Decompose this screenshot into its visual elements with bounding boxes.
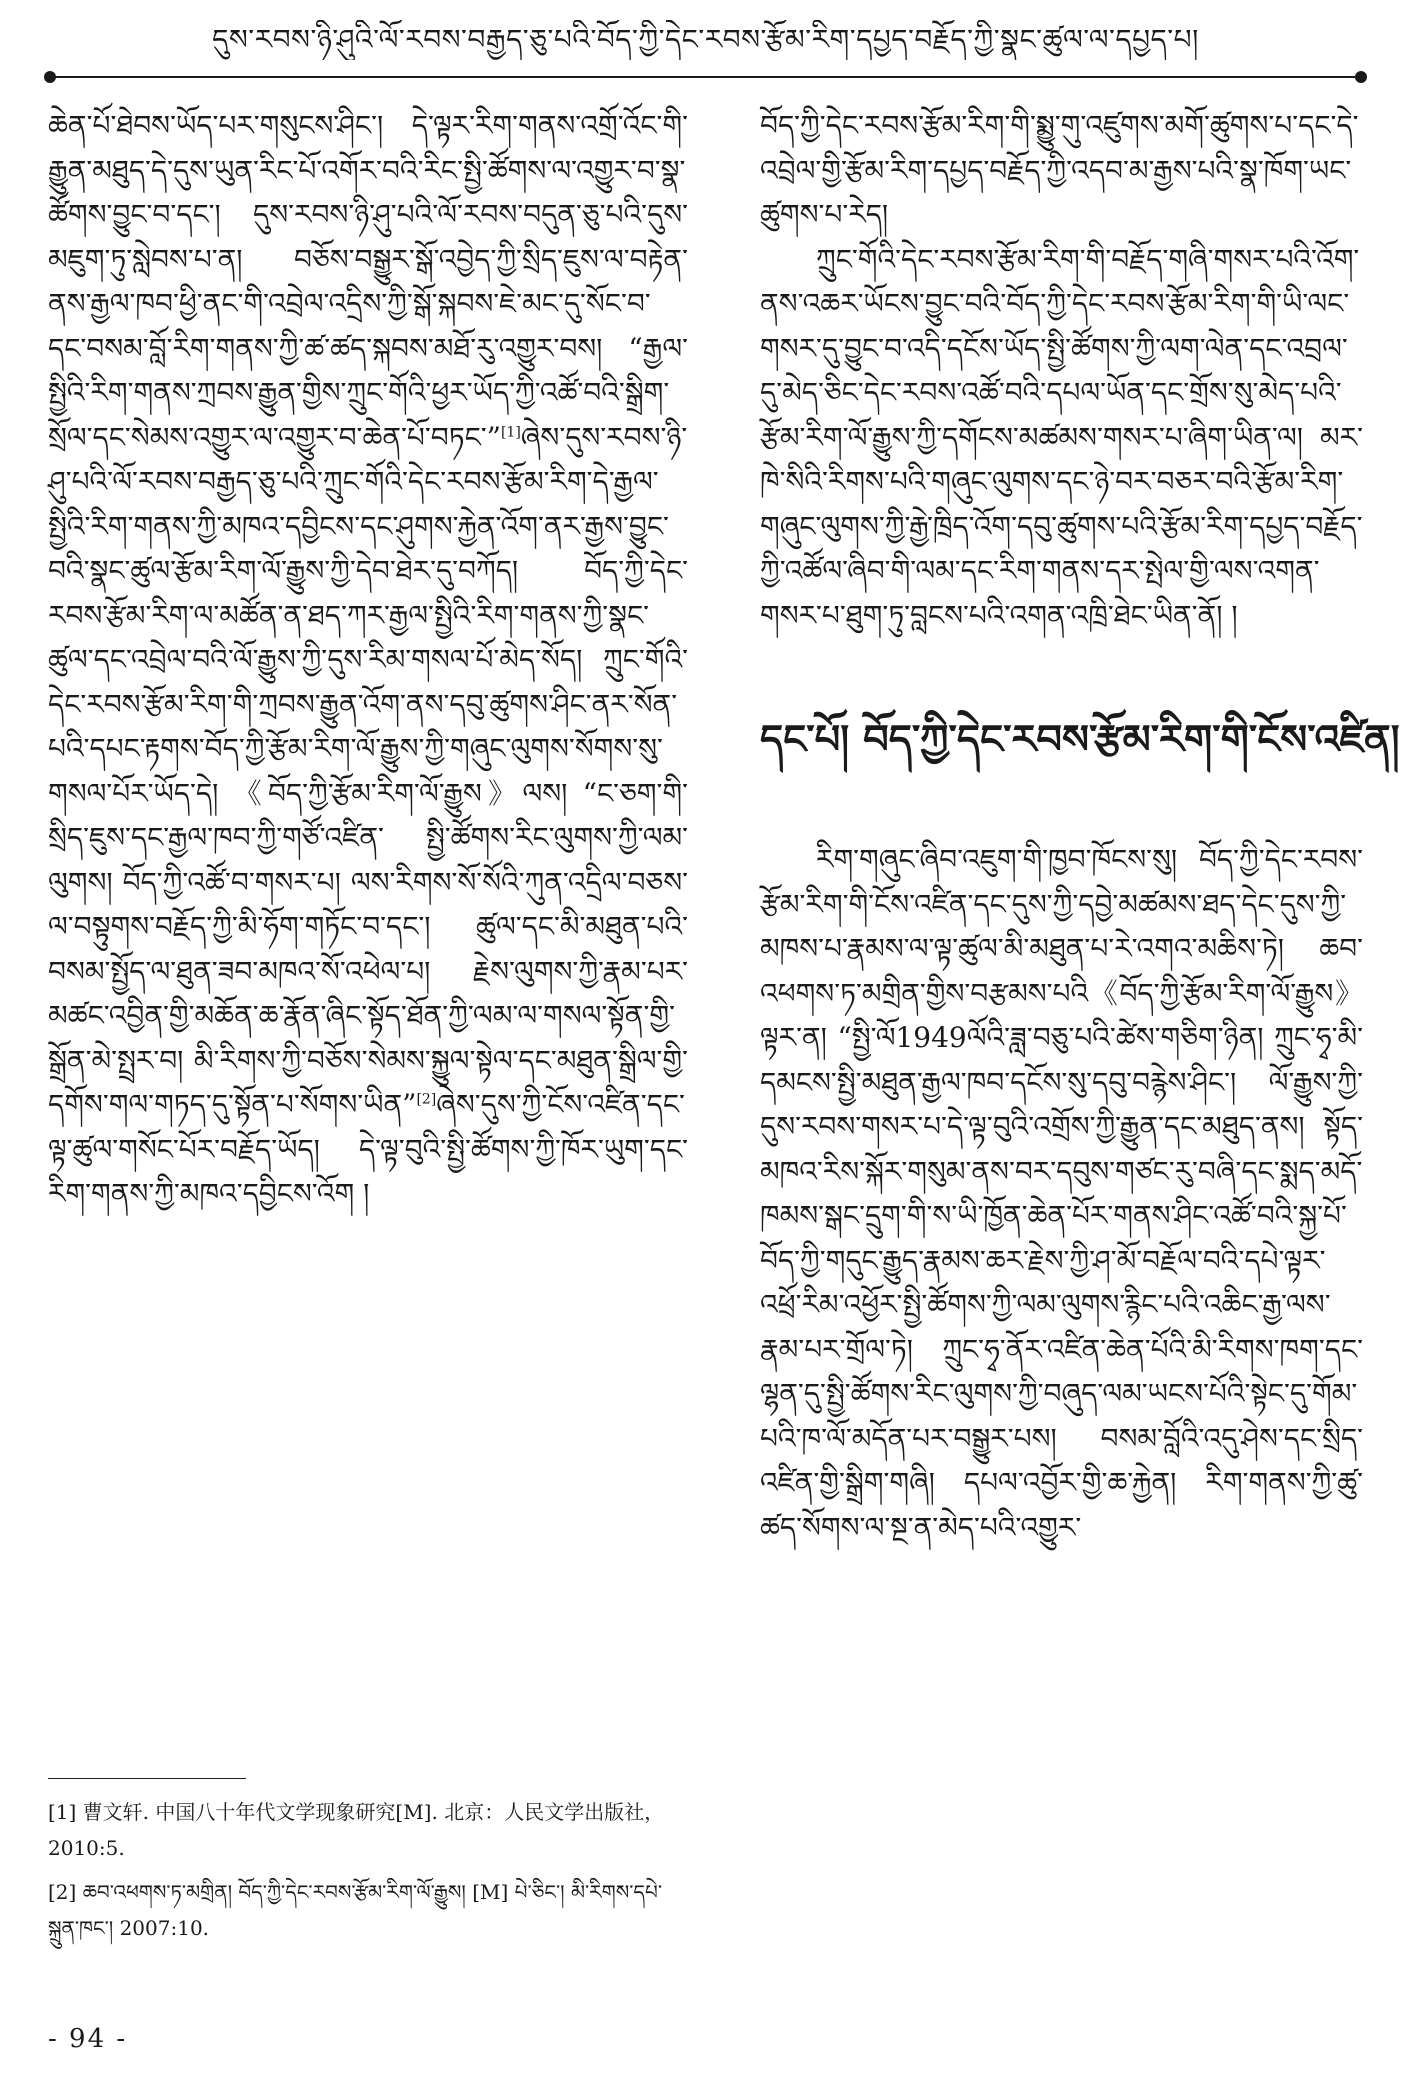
- left-column: [48, 104, 688, 1217]
- body-paragraph: [48, 104, 688, 1217]
- page-number: - 94 -: [48, 2024, 128, 2054]
- footnote-1: [1] 曹文轩. 中国八十年代文学现象研究[M]. 北京：人民文学出版社，2010:5.: [48, 1800, 665, 1860]
- footnote-2: [2] ཆབ་འཕགས་ཏ་མགྲིན། བོད་ཀྱི་དེང་རབས་རྩོམ་རིག་ལོ་རྒྱུས། [M] པེ་ཅིང་། མི་རིགས་དཔེ་སྐྲུན་ཁང་། 2007:10.: [48, 1880, 663, 1940]
- footnote-rule: [48, 1778, 246, 1779]
- header-rule: [48, 76, 1363, 78]
- footnote-marker-1[interactable]: [1]: [500, 424, 521, 441]
- body-paragraph: བོད་ཀྱི་དེང་རབས་རྩོམ་རིག་གི་སྨྱུ་གུ་འཛུགས་མགོ་ཚུགས་པ་དང་དེ་འབྲེལ་གྱི་རྩོམ་རིག་དཔྱད་བརྗོད་ཀྱི་འདབ་མ་རྒྱས་པའི་སྣ་ཁོག་ཡང་ཚུགས་པ་རེད།: [760, 109, 1359, 231]
- rule-dot-right: [1355, 71, 1367, 83]
- rule-dot-left: [44, 71, 56, 83]
- paragraph-text: ཆེན་པོ་ཐེབས་ཡོད་པར་གསུངས་ཤིང་། དེ་ལྟར་རིག་གནས་འགྲོ་འོང་གི་རྒྱུན་མཐུད་དེ་དུས་ཡུན་རིང་པོ་འགོར་བའི་རིང་སྤྱི་ཚོགས་ལ་འགྱུར་བ་སྣ་ཚོགས་བྱུང་བ་དང་། དུས་རབས་ཉི་ཤུ་པའི་ལོ་རབས་བདུན་ཅུ་པའི་དུས་མཇུག་ཏུ་སླེབས་པ་ན། བཅོས་བསྒྱུར་སྒོ་འབྱེད་ཀྱི་སྲིད་ཇུས་ལ་བརྟེན་ནས་རྒྱལ་ཁབ་ཕྱི་ནང་གི་འབྲེལ་འདྲིས་ཀྱི་སྒོ་སྐབས་ཇེ་མང་དུ་སོང་བ་དང་བསམ་བློ་རིག་གནས་ཀྱི་ཚ་ཚད་སྐབས་མཐོ་རུ་འགྱུར་བས། “རྒྱལ་སྤྱིའི་རིག་གནས་ཀྲབས་རྒྱུན་གྱིས་ཀྲུང་གོའི་ཕྱར་ཡོད་ཀྱི་འཚོ་བའི་སྒྲིག་སྲོལ་དང་སེམས་འགྱུར་ལ་འགྱུར་བ་ཆེན་པོ་བཏང་”: [48, 109, 688, 454]
- paragraph-text: ཞེས་དུས་ཀྱི་ངོས་འཛིན་དང་ལྟ་ཚུལ་གསོང་པོར་བརྗོད་ཡོད། དེ་ལྟ་བུའི་སྤྱི་ཚོགས་ཀྱི་ཁོར་ཡུག་དང་རིག་གནས་ཀྱི་མཁའ་དབྱིངས་འོག །: [48, 1088, 688, 1210]
- body-paragraph: ཀྲུང་གོའི་དེང་རབས་རྩོམ་རིག་གི་བརྗོད་གཞི་གསར་པའི་འོག་ནས་འཆར་ཡོངས་བྱུང་བའི་བོད་ཀྱི་དེང་རབས་རྩོམ་རིག་གི་ཡི་ལང་གསར་དུ་བྱུང་བ་འདི་དངོས་ཡོད་སྤྱི་ཚོགས་ཀྱི་ལག་ལེན་དང་འབྲལ་དུ་མེད་ཅིང་དེང་རབས་འཚོ་བའི་དཔལ་ཡོན་དང་གྲོས་སུ་མེད་པའི་རྩོམ་རིག་ལོ་རྒྱུས་ཀྱི་དགོངས་མཚམས་གསར་པ་ཞིག་ཡིན་ལ། མར་ཁེ་སིའི་རིགས་པའི་གཞུང་ལུགས་དང་ཉེ་བར་བཅར་བའི་རྩོམ་རིག་གཞུང་ལུགས་ཀྱི་རྒྱེ་ཁྲིད་འོག་དབུ་ཚུགས་པའི་རྩོམ་རིག་དཔྱད་བརྗོད་ཀྱི་འཚོལ་ཞིབ་གི་ལམ་དང་རིག་གནས་དར་སྤེལ་གྱི་ལས་འགན་གསར་པ་ཐུག་ཏུ་བླངས་པའི་འགན་འཁྲི་ཐེང་ཡིན་ནོ། །: [760, 242, 1363, 632]
- footnote-marker-2[interactable]: [2]: [416, 1091, 437, 1108]
- paragraph-text: ཞེས་དུས་རབས་ཉི་ཤུ་པའི་ལོ་རབས་བརྒྱད་ཅུ་པའི་ཀྲུང་གོའི་དེང་རབས་རྩོམ་རིག་དེ་རྒྱལ་སྤྱིའི་རིག་གནས་ཀྱི་མཁའ་དབྱིངས་དང་ཤུགས་རྐྱེན་འོག་ནར་རྒྱས་བྱུང་བའི་སྣང་ཚུལ་རྩོམ་རིག་ལོ་རྒྱུས་ཀྱི་དེབ་ཐེར་དུ་བཀོད། བོད་ཀྱི་དེང་རབས་རྩོམ་རིག་ལ་མཚོན་ན་ཐད་ཀར་རྒྱལ་སྤྱིའི་རིག་གནས་ཀྱི་སྣང་ཚུལ་དང་འབྲེལ་བའི་ལོ་རྒྱུས་ཀྱི་དུས་རིམ་གསལ་པོ་མེད་སོད། ཀྲུང་གོའི་དེང་རབས་རྩོམ་རིག་གི་ཀྲབས་རྒྱུན་འོག་ནས་དབུ་ཚུགས་ཤིང་ནར་སོན་པའི་དཔང་རྟགས་བོད་ཀྱི་རྩོམ་རིག་ལོ་རྒྱུས་ཀྱི་གཞུང་ལུགས་སོགས་སུ་གསལ་པོར་ཡོད་དེ། 《བོད་ཀྱི་རྩོམ་རིག་ལོ་རྒྱུས》ལས། “ང་ཅག་གི་སྲིད་ཇུས་དང་རྒྱལ་ཁབ་ཀྱི་གཙོ་འཛིན་ སྤྱི་ཚོགས་རིང་ལུགས་ཀྱི་ལམ་ལུགས། བོད་ཀྱི་འཚོ་བ་གསར་པ། ལས་རིགས་སོ་སོའི་ཀུན་འདྲིལ་བཅས་ལ་བསྟུགས་བརྗོད་ཀྱི་མི་ཧོག་གཏོང་བ་དང་། ཚུལ་དང་མི་མཐུན་པའི་བསམ་སྤྱོད་ལ་ཐུན་ཟབ་མཁའ་སོ་འཕེལ་པ། རྗེས་ལུགས་ཀྱི་རྣམ་པར་མཚང་འབྱིན་གྱི་མཆོན་ཆ་རྣོན་ཞིང་སྟོད་ཐོན་ཀྱི་ལམ་ལ་གསལ་སྟོན་གྱི་སྒྲོན་མེ་སྤྲར་བ། མི་རིགས་ཀྱི་བཅོས་སེམས་སྐྱུལ་སྟེལ་དང་མཐུན་སྒྲིལ་གྱི་དགོས་གལ་གཏད་དུ་སྟོན་པ་སོགས་ཡིན”: [48, 420, 688, 1121]
- footnotes: [48, 1794, 688, 1954]
- right-column: [760, 104, 1400, 1550]
- section-heading: དང་པོ། བོད་ཀྱི་དེང་རབས་རྩོམ་རིག་གི་ངོས་འཛིན།: [760, 716, 1400, 763]
- body-paragraph: རིག་གཞུང་ཞིབ་འཇུག་གི་ཁྱབ་ཁོངས་སུ། བོད་ཀྱི་དེང་རབས་རྩོམ་རིག་གི་ངོས་འཛིན་དང་དུས་ཀྱི་དབྱེ་མཚམས་ཐད་དེང་དུས་ཀྱི་མཁས་པ་རྣམས་ལ་ལྟ་ཚུལ་མི་མཐུན་པ་རེ་འགའ་མཆིས་ཏེ། ཆབ་འཕགས་ཏ་མགྲིན་གྱིས་བརྩམས་པའི《བོད་ཀྱི་རྩོམ་རིག་ལོ་རྒྱུས》ལྟར་ན། “སྤྱི་ལོ1949ལོའི་ཟླ་བཅུ་པའི་ཚེས་གཅིག་ཉིན། ཀྲུང་ཧྭ་མི་དམངས་སྤྱི་མཐུན་རྒྱལ་ཁབ་དངོས་སུ་དབུ་བརྙེས་ཤིང་། ལོ་རྒྱུས་ཀྱི་དུས་རབས་གསར་པ་དེ་ལྟ་བུའི་འགྲོས་ཀྱི་རྒྱུན་དང་མཐུད་ནས། སྟོད་མཁའ་རིས་སྐོར་གསུམ་ནས་བར་དབུས་གཙང་རུ་བཞི་དང་སྨད་མདོ་ཁམས་སྒང་དྲུག་གི་ས་ཡི་ཁྱོན་ཆེན་པོར་གནས་ཤིང་འཚོ་བའི་སྐྱ་པོ་བོད་ཀྱི་གདུང་རྒྱུད་རྣམས་ཆར་རྗེས་ཀྱི་ཤ་མོ་བརྗོལ་བའི་དཔེ་ལྟར་འཕྲོ་རིམ་འཕྱོར་སྤྱི་ཚོགས་ཀྱི་ལམ་ལུགས་རྙིང་པའི་འཆིང་རྒྱ་ལས་རྣམ་པར་གྲོལ་ཏེ། ཀྲུང་ཧྭ་ནོར་འཛིན་ཆེན་པོའི་མི་རིགས་ཁག་དང་ལྷན་དུ་སྤྱི་ཚོགས་རིང་ལུགས་ཀྱི་བཞུད་ལམ་ཡངས་པོའི་སྟེང་དུ་གོམ་པའི་ཁ་ལོ་མདོན་པར་བསྒྱུར་པས། བསམ་བློའི་འདུ་ཤེས་དང་སྲིད་འཛིན་གྱི་སྒྲིག་གཞི། དཔལ་འབྱོར་གྱི་ཆ་རྐྱེན། རིག་གནས་ཀྱི་ཚུ་ཚད་སོགས་ལ་སྔ་ན་མེད་པའི་འགྱུར་: [760, 843, 1363, 1544]
- running-header: དུས་རབས་ཉི་ཤུའི་ལོ་རབས་བརྒྱད་ཅུ་པའི་བོད་ཀྱི་དེང་རབས་རྩོམ་རིག་དཔྱད་བརྗོད་ཀྱི་སྣང་ཚུལ་ལ་དཔྱད་པ།: [212, 23, 1199, 56]
